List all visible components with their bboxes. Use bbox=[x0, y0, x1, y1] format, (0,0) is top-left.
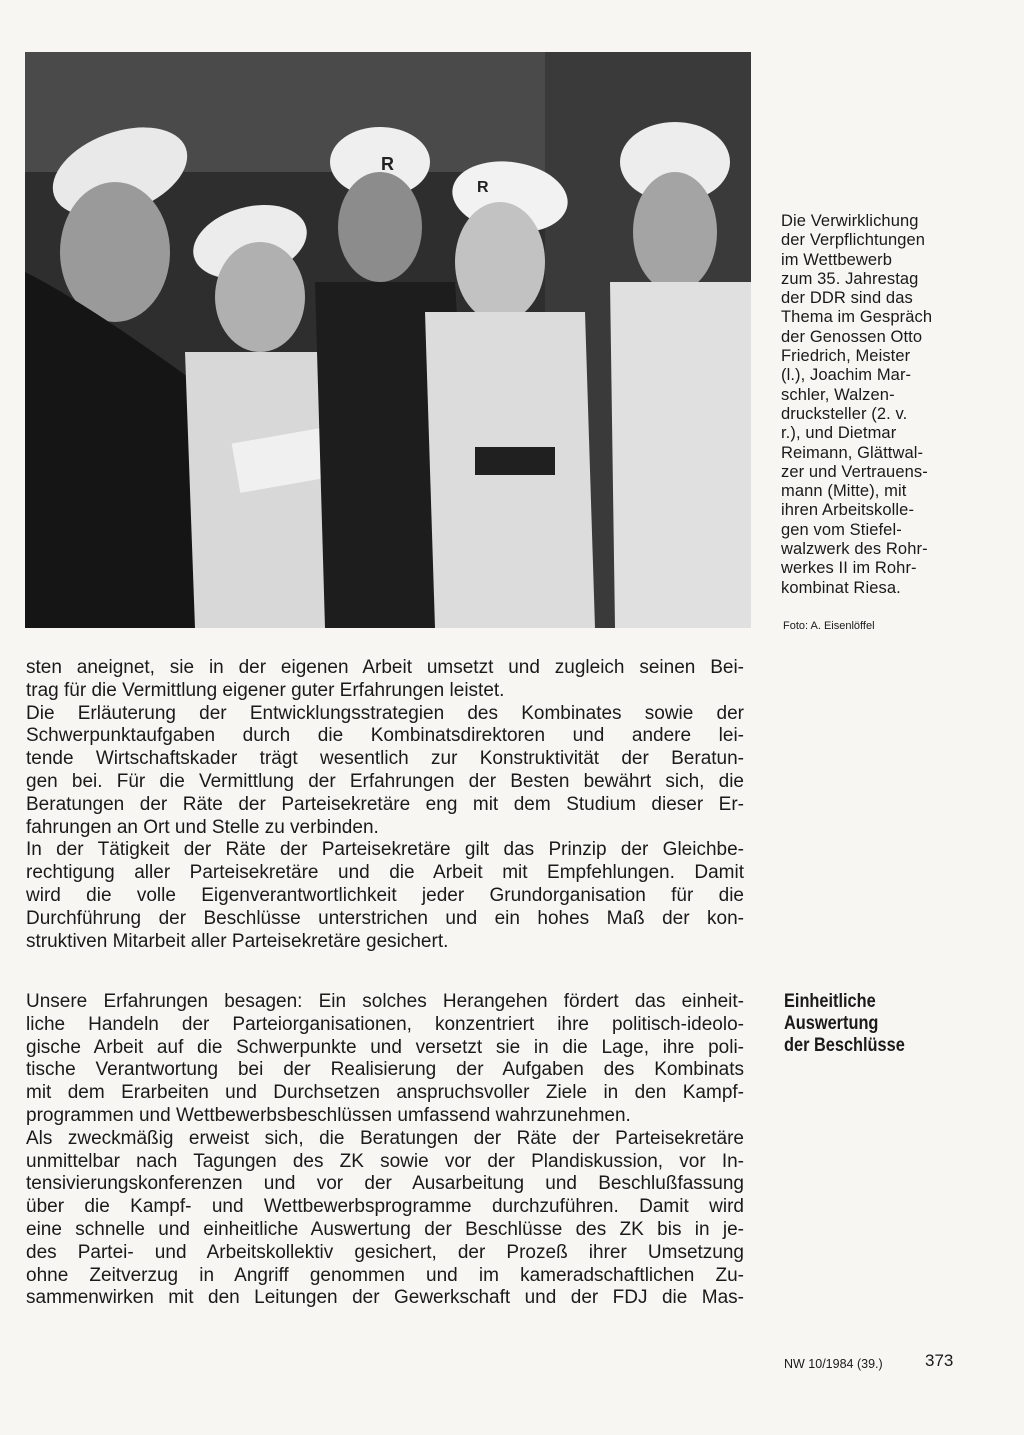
text-line: wird die volle Eigenverantwortlichkeit jeder Grundorganisation für die bbox=[26, 884, 744, 906]
svg-text:R: R bbox=[477, 179, 489, 196]
text-line: gen bei. Für die Vermittlung der Erfahrungen der Besten bewährt sich, die bbox=[26, 770, 744, 792]
body-text-part2 bbox=[26, 991, 744, 1310]
caption-line: Thema im Gespräch bbox=[781, 308, 933, 327]
caption-line: der Verpflichtungen bbox=[781, 231, 926, 250]
photo-image bbox=[25, 52, 751, 628]
caption-line: walzwerk des Rohr- bbox=[781, 540, 928, 559]
caption-line: gen vom Stiefel- bbox=[781, 520, 902, 539]
text-line: des Partei- und Arbeitskollektiv gesichert, der Prozeß ihrer Umsetzung bbox=[26, 1241, 744, 1263]
caption-line: schler, Walzen- bbox=[781, 385, 895, 404]
text-line: Beratungen der Räte der Parteisekretäre eng mit dem Studium dieser Er- bbox=[26, 793, 744, 815]
side-heading-line: der Beschlüsse bbox=[784, 1035, 905, 1056]
text-line: rechtigung aller Parteisekretäre und die Arbeit mit Empfehlungen. Damit bbox=[26, 862, 744, 884]
side-heading-line: Auswertung bbox=[784, 1013, 879, 1034]
text-line: trag für die Vermittlung eigener guter Erfahrungen leistet. bbox=[26, 679, 505, 701]
caption-line: ihren Arbeitskolle- bbox=[781, 501, 915, 520]
text-line: liche Handeln der Parteiorganisationen, konzentriert ihre politisch-ideolo- bbox=[26, 1013, 744, 1035]
text-line: Unsere Erfahrungen besagen: Ein solches Herangehen fördert das einheit- bbox=[26, 991, 744, 1012]
text-line: Als zweckmäßig erweist sich, die Beratungen der Räte der Parteisekretäre bbox=[26, 1127, 744, 1149]
text-line: Durchführung der Beschlüsse unterstrichen und ein hohes Maß der kon- bbox=[26, 907, 744, 929]
text-line: struktiven Mitarbeit aller Parteisekretäre gesichert. bbox=[26, 930, 449, 952]
text-line: sammenwirken mit den Leitungen der Gewerkschaft und der FDJ die Mas- bbox=[26, 1287, 744, 1309]
text-line: gische Arbeit auf die Schwerpunkte und versetzt sie in die Lage, ihre poli- bbox=[26, 1036, 744, 1058]
caption-line: im Wettbewerb bbox=[781, 250, 893, 269]
page-number: 373 bbox=[925, 1351, 954, 1370]
text-line: Schwerpunktaufgaben durch die Kombinatsdirektoren und andere lei- bbox=[26, 725, 744, 747]
photo-workers bbox=[25, 52, 751, 628]
text-line: eine schnelle und einheitliche Auswertung der Beschlüsse des ZK bis in je- bbox=[26, 1218, 744, 1240]
caption-line: r.), und Dietmar bbox=[781, 424, 897, 443]
text-line: tische Verantwortung bei der Realisierung der Aufgaben des Kombinats bbox=[26, 1059, 744, 1081]
caption-line: zer und Vertrauens- bbox=[781, 462, 928, 481]
text-line: tensivierungskonferenzen und vor der Ausarbeitung und Beschlußfassung bbox=[26, 1173, 744, 1195]
caption-line: der Genossen Otto bbox=[781, 327, 923, 346]
caption-line: kombinat Riesa. bbox=[781, 578, 901, 597]
svg-text:R: R bbox=[381, 154, 394, 174]
caption-line: zum 35. Jahrestag bbox=[781, 269, 919, 288]
photo-caption bbox=[781, 212, 981, 598]
text-line: tende Wirtschaftskader trägt wesentlich zur Konstruktivität der Beratun- bbox=[26, 748, 744, 770]
text-line: mit dem Erarbeiten und Durchsetzen anspruchsvoller Ziele in den Kampf- bbox=[26, 1082, 744, 1104]
text-line: In der Tätigkeit der Räte der Parteisekretäre gilt das Prinzip der Gleichbe- bbox=[26, 839, 744, 861]
caption-line: (l.), Joachim Mar- bbox=[781, 366, 912, 385]
body-text-part1 bbox=[26, 657, 744, 953]
text-line: programmen und Wettbewerbsbeschlüssen umfassend wahrzunehmen. bbox=[26, 1104, 631, 1126]
side-heading-line: Einheitliche bbox=[784, 991, 876, 1012]
text-line: ohne Zeitverzug in Angriff genommen und im kameradschaftlichen Zu- bbox=[26, 1264, 744, 1286]
caption-line: Die Verwirklichung bbox=[781, 212, 919, 230]
issue-reference: NW 10/1984 (39.) bbox=[784, 1357, 883, 1371]
text-line: Die Erläuterung der Entwicklungsstrategien des Kombinates sowie der bbox=[26, 702, 744, 724]
caption-line: drucksteller (2. v. bbox=[781, 404, 908, 423]
caption-line: der DDR sind das bbox=[781, 289, 913, 308]
caption-line: mann (Mitte), mit bbox=[781, 482, 907, 501]
text-line: über die Kampf- und Wettbewerbsprogramme durchzuführen. Damit wird bbox=[26, 1196, 744, 1218]
text-line: sten aneignet, sie in der eigenen Arbeit umsetzt und zugleich seinen Bei- bbox=[26, 657, 744, 678]
side-heading bbox=[784, 991, 905, 1057]
photo-credit: Foto: A. Eisenlöffel bbox=[783, 620, 875, 632]
text-line: fahrungen an Ort und Stelle zu verbinden. bbox=[26, 816, 379, 838]
text-line: unmittelbar nach Tagungen des ZK sowie vor der Plandiskussion, vor In- bbox=[26, 1150, 744, 1172]
caption-line: Friedrich, Meister bbox=[781, 347, 911, 366]
caption-line: werkes II im Rohr- bbox=[781, 559, 917, 578]
caption-line: Reimann, Glättwal- bbox=[781, 443, 924, 462]
